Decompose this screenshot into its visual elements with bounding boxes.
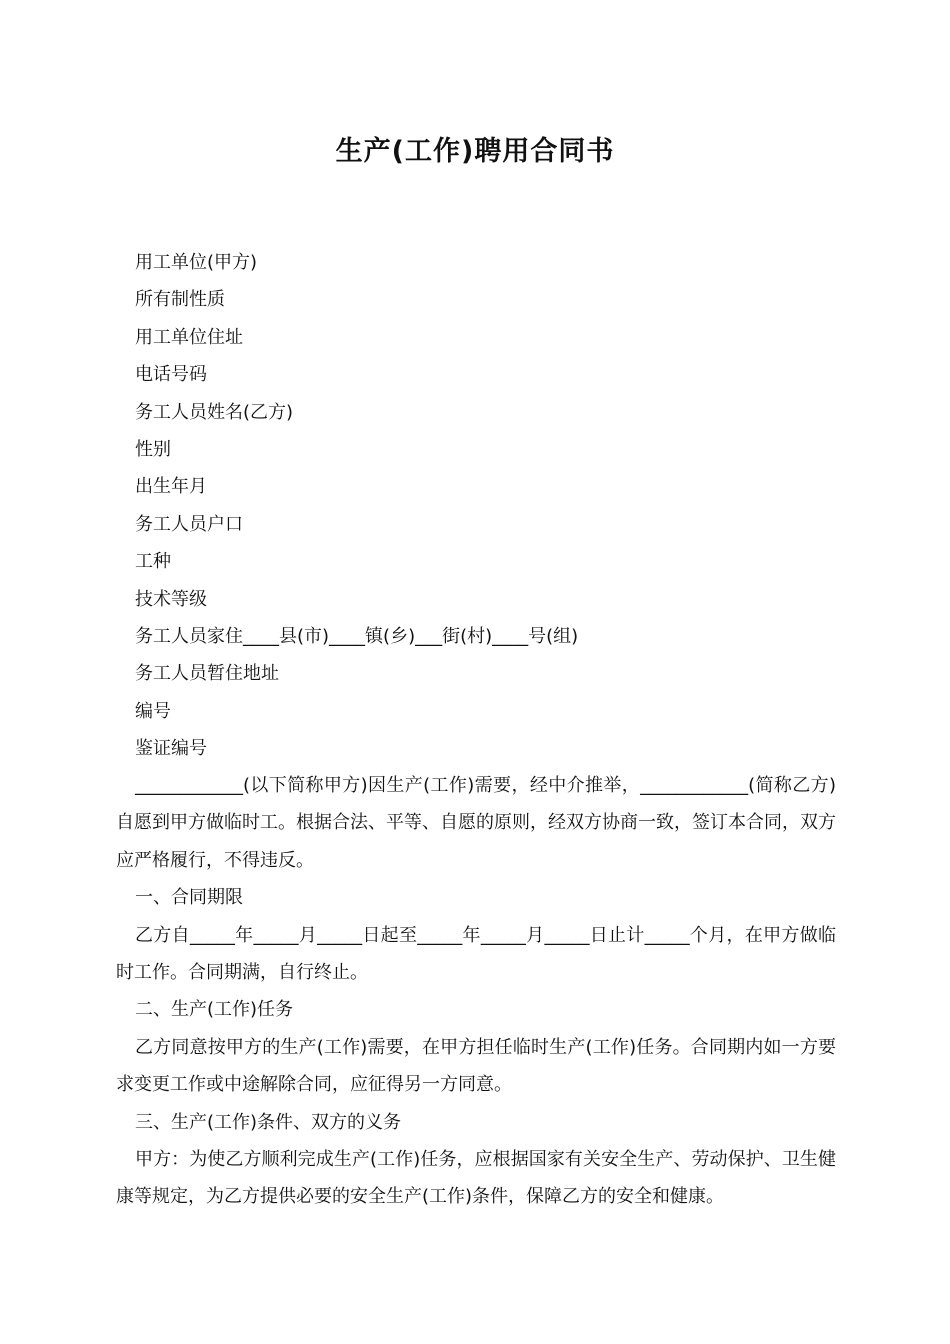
contract-body (116, 767, 836, 1216)
field-ownership: 所有制性质 (135, 289, 225, 311)
field-skill-level: 技术等级 (135, 588, 207, 610)
field-gender: 性别 (135, 438, 171, 460)
field-employer: 用工单位(甲方) (135, 252, 258, 273)
section2-paragraph: 乙方同意按甲方的生产(工作)需要，在甲方担任临时生产(工作)任务。合同期内如一方要求变更工作或中途解除合同，应征得另一方同意。 (116, 1036, 836, 1096)
field-household: 务工人员户口 (135, 513, 243, 535)
section1-paragraph: 乙方自_____年_____月_____日起至_____年_____月_____日止计_____个月，在甲方做临时工作。合同期满，自行终止。 (116, 924, 836, 984)
intro-paragraph: ____________(以下简称甲方)因生产(工作)需要，经中介推举，____________(简称乙方)自愿到甲方做临时工。根据合法、平等、自愿的原则，经双方协商一致，签订本合同，双方应严格履行，不得违反。 (116, 775, 836, 871)
field-birth-date: 出生年月 (135, 476, 207, 498)
field-number: 编号 (135, 700, 171, 722)
document-title: 生产(工作)聘用合同书 (335, 136, 615, 167)
field-certification-number: 鉴证编号 (135, 738, 207, 760)
field-worker-name: 务工人员姓名(乙方) (135, 401, 294, 423)
section1-heading: 一、合同期限 (135, 887, 243, 909)
section3-heading: 三、生产(工作)条件、双方的义务 (135, 1111, 402, 1133)
section3-paragraph: 甲方：为使乙方顺利完成生产(工作)任务，应根据国家有关安全生产、劳动保护、卫生健康等规定，为乙方提供必要的安全生产(工作)条件，保障乙方的安全和健康。 (116, 1149, 836, 1208)
contract-fields (135, 244, 855, 767)
field-phone: 电话号码 (135, 364, 207, 386)
field-temp-address: 务工人员暂住地址 (135, 663, 279, 685)
section2-heading: 二、生产(工作)任务 (135, 999, 294, 1021)
field-job-type: 工种 (135, 551, 171, 573)
field-home-address: 务工人员家住____县(市)____镇(乡)___街(村)____号(组) (135, 625, 579, 647)
field-employer-address: 用工单位住址 (135, 326, 243, 348)
